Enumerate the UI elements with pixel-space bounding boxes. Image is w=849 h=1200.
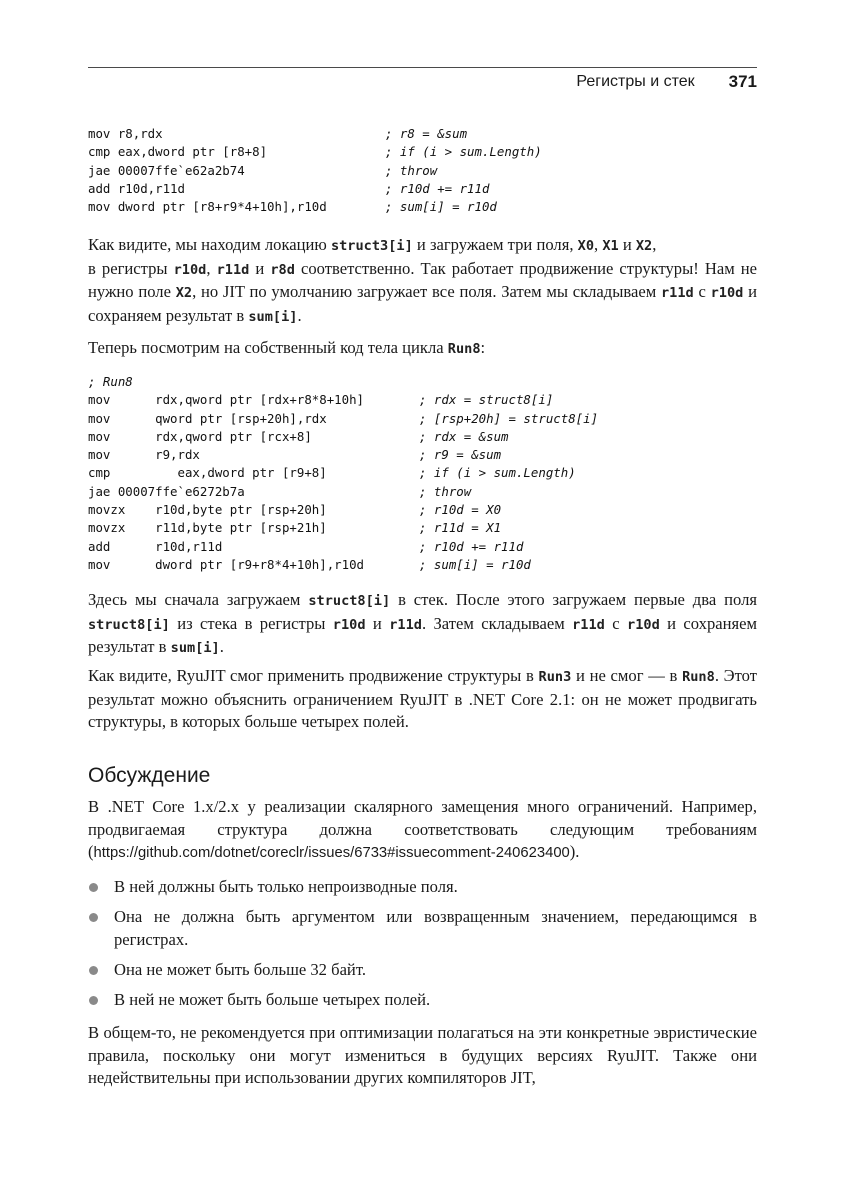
text-run: и [365, 613, 390, 633]
list-item [88, 959, 757, 982]
inline-code: sum[i] [248, 308, 298, 325]
code-instruction: mov rdx,qword ptr [rcx+8] [88, 428, 312, 444]
code-line [88, 410, 768, 428]
code-comment: ; r10d = X0 [419, 502, 502, 518]
code-line [88, 428, 768, 446]
section-title: Регистры и стек [576, 73, 695, 90]
code-instruction: cmp eax,dword ptr [r8+8] [88, 144, 268, 160]
code-line [88, 180, 768, 198]
code-line [88, 538, 768, 556]
code-line [88, 162, 768, 180]
code-comment: ; r10d += r11d [385, 180, 490, 196]
code-comment: ; r11d = X1 [419, 520, 502, 536]
bullet-icon [89, 913, 98, 922]
inline-code: X2 [175, 285, 193, 301]
text-run: с [604, 613, 628, 633]
code-comment: ; r10d += r11d [419, 538, 524, 554]
text-run: , [206, 258, 217, 278]
code-line [88, 143, 768, 161]
running-head [88, 70, 757, 94]
code-comment: ; throw [385, 162, 438, 178]
inline-code: struct3[i] [330, 238, 413, 254]
inline-code: r10d [173, 261, 207, 278]
code-comment: ; Run8 [88, 374, 133, 389]
paragraph-5 [88, 796, 757, 865]
code-line [88, 198, 768, 216]
code-instruction: cmp eax,dword ptr [r9+8] [88, 465, 327, 481]
page-number: 371 [728, 72, 757, 91]
text-run: , но JIT по умолчанию загружает все поля. Затем мы складываем [192, 282, 661, 301]
inline-code: X0 [577, 238, 595, 254]
code-instruction: jae 00007ffe`e62a2b74 [88, 162, 245, 178]
text-run: ). [569, 842, 580, 861]
list-item-text: Она не может быть больше 32 байт. [114, 959, 366, 979]
text-run: В общем-то, не рекомендуется при оптимизации полагаться на эти конкретные эвристические правила, поскольку они могут измениться в будущих версиях RyuJIT. Также они недействительны при использовании других компиляторов JIT, [88, 1023, 757, 1087]
paragraph-1 [88, 234, 757, 328]
code-line [88, 446, 768, 464]
code-line [88, 519, 768, 537]
inline-code: struct8[i] [308, 593, 391, 609]
text-run: Здесь мы сначала загружаем [88, 590, 309, 609]
code-comment: ; r8 = &sum [385, 126, 468, 141]
bullet-icon [89, 966, 98, 975]
text-run: , [594, 235, 603, 254]
code-instruction: mov dword ptr [r9+r8*4+10h],r10d [88, 556, 365, 572]
bullet-icon [89, 996, 98, 1005]
list-item-text: В ней не может быть больше четырех полей. [114, 989, 431, 1009]
text-run: , [652, 235, 657, 254]
inline-code: r10d [332, 616, 366, 633]
code-instruction: mov qword ptr [rsp+20h],rdx [88, 410, 327, 426]
list-item [88, 906, 757, 951]
text-run: и загружаем три поля, [412, 235, 578, 254]
text-run: Как видите, RyuJIT смог применить продвижение структуры в [88, 666, 539, 685]
inline-code: struct8[i] [88, 616, 170, 633]
section-heading: Обсуждение [88, 764, 211, 787]
code-instruction: movzx r11d,byte ptr [rsp+21h] [88, 520, 327, 536]
text-run: . Этот результат можно объяснить ограничением RyuJIT в .NET Core 2.1: он не может продвигать структуры, в которых больше четырех полей. [88, 666, 757, 731]
code-line [88, 556, 768, 574]
text-run: в стек. После этого загружаем первые два поля [390, 590, 757, 609]
text-run: из стека в регистры [169, 613, 333, 633]
code-line [88, 125, 768, 143]
text-run: : [480, 338, 486, 357]
text-run: и [249, 258, 271, 278]
text-run: Теперь посмотрим на собственный код тела цикла [88, 338, 448, 357]
inline-code: r11d [389, 616, 422, 633]
text-run: и не смог — в [571, 666, 683, 685]
code-line [88, 464, 768, 482]
code-line [88, 373, 768, 391]
text-run: и сохраняем результат в [88, 282, 757, 325]
text-run: в регистры [88, 258, 174, 278]
code-comment: ; [rsp+20h] = struct8[i] [419, 410, 599, 426]
code-comment: ; rdx = struct8[i] [419, 392, 554, 408]
code-instruction: mov r8,rdx [88, 126, 163, 141]
code-instruction: movzx r10d,byte ptr [rsp+20h] [88, 502, 327, 518]
text-run: Как видите, мы находим локацию [88, 235, 331, 254]
text-run: . [219, 637, 224, 656]
inline-code: r11d [216, 261, 250, 278]
inline-code: r11d [572, 616, 605, 633]
text-run: . Затем складываем [421, 613, 573, 633]
code-comment: ; r9 = &sum [419, 447, 502, 463]
code-instruction: mov rdx,qword ptr [rdx+r8*8+10h] [88, 392, 365, 408]
code-comment: ; sum[i] = r10d [419, 556, 531, 572]
paragraph-6 [88, 1022, 757, 1090]
code-comment: ; sum[i] = r10d [385, 199, 497, 215]
code-instruction: add r10d,r11d [88, 538, 223, 554]
paragraph-4 [88, 665, 757, 734]
list-item [88, 876, 757, 899]
text-run: соответственно. Так работает продвижение структуры! Нам не нужно поле [88, 258, 758, 301]
inline-code: Run8 [682, 669, 715, 685]
code-instruction: add r10d,r11d [88, 180, 185, 196]
inline-code: r11d [660, 285, 694, 301]
code-line [88, 501, 768, 519]
code-comment: ; if (i > sum.Length) [419, 465, 576, 481]
header-rule [88, 67, 757, 68]
paragraph-3 [88, 589, 757, 660]
inline-code: sum[i] [170, 640, 220, 656]
text-run: В .NET Core 1.x/2.x у реализации скалярного замещения много ограничений. Например, продвигаемая структура должна соответствовать следующим требованиям ( [88, 797, 757, 861]
issue-link[interactable]: https://github.com/dotnet/coreclr/issues/6733#issuecomment-240623400 [93, 845, 570, 861]
code-listing-1 [88, 125, 768, 216]
inline-code: X2 [635, 238, 653, 254]
code-instruction: mov r9,rdx [88, 447, 200, 463]
text-run: и [618, 235, 636, 254]
text-run: с [693, 282, 711, 301]
code-comment: ; if (i > sum.Length) [385, 144, 542, 160]
code-instruction: jae 00007ffe`e6272b7a [88, 483, 245, 499]
text-run: и сохраняем результат в [88, 613, 757, 656]
inline-code: X1 [602, 238, 619, 254]
inline-code: r10d [710, 285, 744, 301]
inline-code: Run8 [447, 341, 481, 357]
inline-code: r8d [270, 261, 295, 278]
code-line [88, 483, 768, 501]
requirements-list [88, 876, 757, 1019]
list-item [88, 989, 757, 1012]
code-instruction: mov dword ptr [r8+r9*4+10h],r10d [88, 199, 327, 215]
inline-code: r10d [627, 616, 660, 633]
code-comment: ; rdx = &sum [419, 428, 509, 444]
list-item-text: В ней должны быть только непроизводные поля. [114, 877, 458, 896]
bullet-icon [89, 883, 98, 892]
code-line [88, 391, 768, 409]
text-run: . [297, 305, 302, 325]
code-listing-2 [88, 373, 768, 574]
code-comment: ; throw [419, 483, 472, 499]
inline-code: Run3 [538, 669, 572, 685]
list-item-text: Она не должна быть аргументом или возвращенным значением, передающимся в регистрах. [114, 907, 757, 949]
paragraph-2 [88, 337, 757, 361]
